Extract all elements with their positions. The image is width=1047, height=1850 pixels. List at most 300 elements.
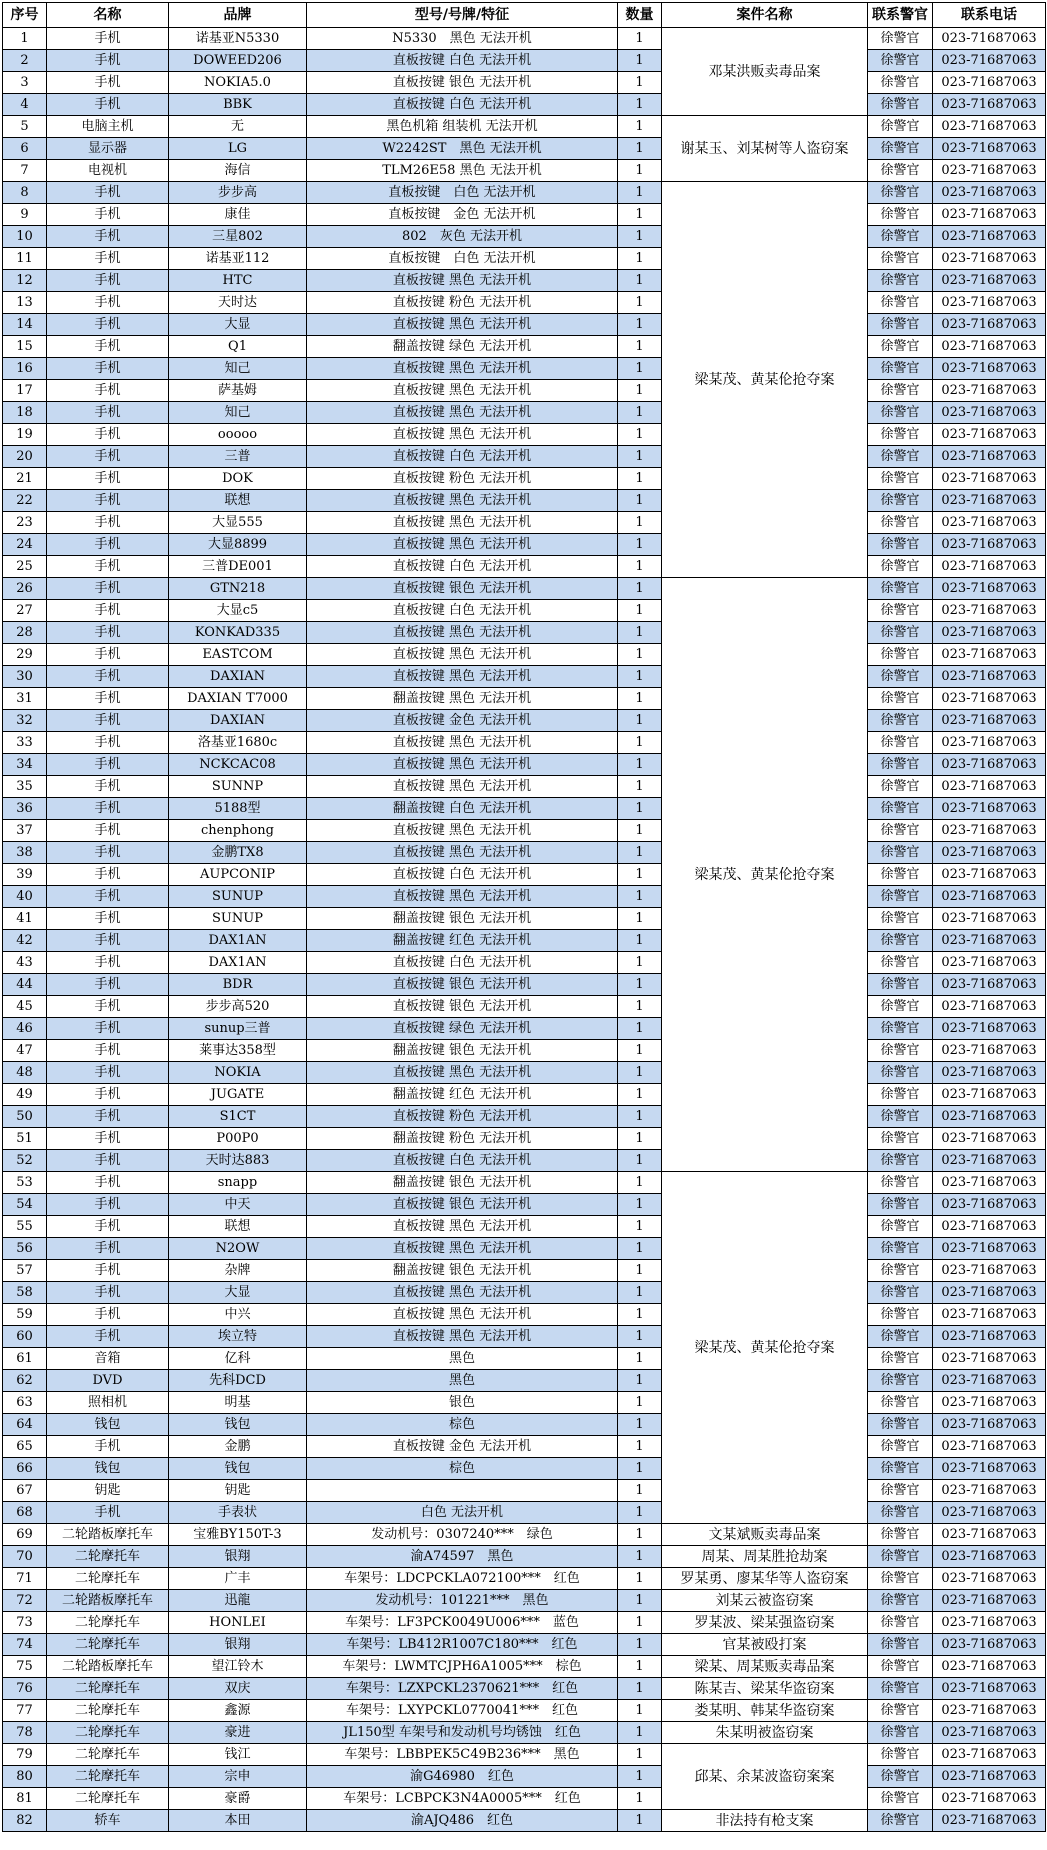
table-row bbox=[3, 138, 1046, 160]
table-row bbox=[3, 644, 1046, 666]
cell-model: 棕色 bbox=[307, 1414, 618, 1436]
table-row bbox=[3, 1744, 1046, 1766]
cell-seq: 54 bbox=[3, 1194, 47, 1216]
table-row bbox=[3, 1480, 1046, 1502]
cell-name: 手机 bbox=[47, 710, 169, 732]
cell-qty: 1 bbox=[618, 72, 662, 94]
cell-officer: 徐警官 bbox=[868, 94, 933, 116]
cell-qty: 1 bbox=[618, 138, 662, 160]
cell-phone: 023-71687063 bbox=[933, 380, 1046, 402]
cell-phone: 023-71687063 bbox=[933, 974, 1046, 996]
cell-phone: 023-71687063 bbox=[933, 72, 1046, 94]
cell-brand: DAX1AN bbox=[169, 952, 307, 974]
cell-seq: 68 bbox=[3, 1502, 47, 1524]
cell-model: 发动机号：101221*** 黑色 bbox=[307, 1590, 618, 1612]
cell-officer: 徐警官 bbox=[868, 1700, 933, 1722]
table-row bbox=[3, 732, 1046, 754]
cell-officer: 徐警官 bbox=[868, 754, 933, 776]
cell-qty: 1 bbox=[618, 1194, 662, 1216]
cell-officer: 徐警官 bbox=[868, 1590, 933, 1612]
cell-name: 手机 bbox=[47, 1216, 169, 1238]
cell-name: 手机 bbox=[47, 974, 169, 996]
cell-brand: 中天 bbox=[169, 1194, 307, 1216]
cell-qty: 1 bbox=[618, 292, 662, 314]
cell-phone: 023-71687063 bbox=[933, 1436, 1046, 1458]
cell-qty: 1 bbox=[618, 1392, 662, 1414]
cell-brand: 先科DCD bbox=[169, 1370, 307, 1392]
cell-brand: 杂牌 bbox=[169, 1260, 307, 1282]
cell-officer: 徐警官 bbox=[868, 600, 933, 622]
cell-seq: 47 bbox=[3, 1040, 47, 1062]
cell-qty: 1 bbox=[618, 182, 662, 204]
cell-seq: 16 bbox=[3, 358, 47, 380]
cell-seq: 8 bbox=[3, 182, 47, 204]
cell-qty: 1 bbox=[618, 1348, 662, 1370]
cell-brand: 联想 bbox=[169, 1216, 307, 1238]
cell-model: 直板按键 黑色 无法开机 bbox=[307, 512, 618, 534]
cell-officer: 徐警官 bbox=[868, 908, 933, 930]
table-row bbox=[3, 1678, 1046, 1700]
cell-name: 手机 bbox=[47, 1084, 169, 1106]
cell-qty: 1 bbox=[618, 1458, 662, 1480]
cell-seq: 64 bbox=[3, 1414, 47, 1436]
table-row bbox=[3, 1788, 1046, 1810]
table-row bbox=[3, 1040, 1046, 1062]
cell-brand: 大显555 bbox=[169, 512, 307, 534]
cell-model: JL150型 车架号和发动机号均锈蚀 红色 bbox=[307, 1722, 618, 1744]
cell-name: 手机 bbox=[47, 1172, 169, 1194]
table-row bbox=[3, 1304, 1046, 1326]
cell-brand: Q1 bbox=[169, 336, 307, 358]
cell-qty: 1 bbox=[618, 908, 662, 930]
cell-seq: 20 bbox=[3, 446, 47, 468]
cell-officer: 徐警官 bbox=[868, 732, 933, 754]
cell-seq: 21 bbox=[3, 468, 47, 490]
cell-name: 手机 bbox=[47, 556, 169, 578]
cell-model: 直板按键 粉色 无法开机 bbox=[307, 1106, 618, 1128]
cell-model: 直板按键 黑色 无法开机 bbox=[307, 1216, 618, 1238]
cell-name: 钱包 bbox=[47, 1458, 169, 1480]
cell-name: 手机 bbox=[47, 952, 169, 974]
cell-model: 直板按键 银色 无法开机 bbox=[307, 996, 618, 1018]
cell-qty: 1 bbox=[618, 1788, 662, 1810]
cell-seq: 29 bbox=[3, 644, 47, 666]
cell-name: 手机 bbox=[47, 248, 169, 270]
cell-qty: 1 bbox=[618, 1656, 662, 1678]
table-row bbox=[3, 1062, 1046, 1084]
cell-model: 直板按键 粉色 无法开机 bbox=[307, 468, 618, 490]
cell-phone: 023-71687063 bbox=[933, 820, 1046, 842]
cell-brand: 广丰 bbox=[169, 1568, 307, 1590]
cell-phone: 023-71687063 bbox=[933, 1810, 1046, 1832]
cell-phone: 023-71687063 bbox=[933, 864, 1046, 886]
cell-qty: 1 bbox=[618, 578, 662, 600]
cell-name: 手机 bbox=[47, 644, 169, 666]
cell-seq: 14 bbox=[3, 314, 47, 336]
table-row bbox=[3, 1656, 1046, 1678]
cell-qty: 1 bbox=[618, 226, 662, 248]
cell-model: 直板按键 黑色 无法开机 bbox=[307, 644, 618, 666]
cell-name: 手机 bbox=[47, 28, 169, 50]
cell-brand: 天时达 bbox=[169, 292, 307, 314]
table-row bbox=[3, 1524, 1046, 1546]
cell-name: 手机 bbox=[47, 1436, 169, 1458]
cell-officer: 徐警官 bbox=[868, 1194, 933, 1216]
cell-officer: 徐警官 bbox=[868, 710, 933, 732]
cell-phone: 023-71687063 bbox=[933, 50, 1046, 72]
cell-name: 手机 bbox=[47, 270, 169, 292]
cell-officer: 徐警官 bbox=[868, 380, 933, 402]
cell-qty: 1 bbox=[618, 1612, 662, 1634]
cell-seq: 28 bbox=[3, 622, 47, 644]
cell-phone: 023-71687063 bbox=[933, 424, 1046, 446]
cell-qty: 1 bbox=[618, 28, 662, 50]
cell-brand: 诺基亚N5330 bbox=[169, 28, 307, 50]
cell-brand: 本田 bbox=[169, 1810, 307, 1832]
table-row bbox=[3, 490, 1046, 512]
cell-qty: 1 bbox=[618, 1436, 662, 1458]
cell-phone: 023-71687063 bbox=[933, 358, 1046, 380]
cell-model: 直板按键 黑色 无法开机 bbox=[307, 1238, 618, 1260]
cell-seq: 10 bbox=[3, 226, 47, 248]
cell-phone: 023-71687063 bbox=[933, 204, 1046, 226]
cell-name: 二轮踏板摩托车 bbox=[47, 1656, 169, 1678]
cell-officer: 徐警官 bbox=[868, 402, 933, 424]
cell-officer: 徐警官 bbox=[868, 1480, 933, 1502]
cell-seq: 39 bbox=[3, 864, 47, 886]
table-row bbox=[3, 50, 1046, 72]
cell-qty: 1 bbox=[618, 1238, 662, 1260]
cell-officer: 徐警官 bbox=[868, 1766, 933, 1788]
cell-model bbox=[307, 1480, 618, 1502]
cell-phone: 023-71687063 bbox=[933, 710, 1046, 732]
cell-seq: 74 bbox=[3, 1634, 47, 1656]
cell-phone: 023-71687063 bbox=[933, 1656, 1046, 1678]
table-row bbox=[3, 820, 1046, 842]
cell-name: 手机 bbox=[47, 1150, 169, 1172]
cell-brand: 知己 bbox=[169, 402, 307, 424]
cell-seq: 58 bbox=[3, 1282, 47, 1304]
cell-seq: 38 bbox=[3, 842, 47, 864]
cell-qty: 1 bbox=[618, 798, 662, 820]
table-row bbox=[3, 468, 1046, 490]
table-row bbox=[3, 1546, 1046, 1568]
cell-seq: 53 bbox=[3, 1172, 47, 1194]
table-row bbox=[3, 556, 1046, 578]
cell-officer: 徐警官 bbox=[868, 644, 933, 666]
table-row bbox=[3, 424, 1046, 446]
cell-phone: 023-71687063 bbox=[933, 512, 1046, 534]
cell-phone: 023-71687063 bbox=[933, 1106, 1046, 1128]
cell-case: 陈某吉、梁某华盗窃案 bbox=[662, 1678, 868, 1700]
cell-phone: 023-71687063 bbox=[933, 1216, 1046, 1238]
cell-model: 翻盖按键 白色 无法开机 bbox=[307, 798, 618, 820]
cell-model: 黑色 bbox=[307, 1348, 618, 1370]
cell-qty: 1 bbox=[618, 732, 662, 754]
cell-brand: 银翔 bbox=[169, 1634, 307, 1656]
cell-name: 手机 bbox=[47, 72, 169, 94]
cell-model: 直板按键 白色 无法开机 bbox=[307, 50, 618, 72]
cell-qty: 1 bbox=[618, 1546, 662, 1568]
table-row bbox=[3, 1634, 1046, 1656]
cell-name: 照相机 bbox=[47, 1392, 169, 1414]
cell-seq: 1 bbox=[3, 28, 47, 50]
cell-seq: 35 bbox=[3, 776, 47, 798]
cell-brand: 望江铃木 bbox=[169, 1656, 307, 1678]
cell-seq: 50 bbox=[3, 1106, 47, 1128]
cell-name: 手机 bbox=[47, 336, 169, 358]
cell-seq: 3 bbox=[3, 72, 47, 94]
table-row bbox=[3, 908, 1046, 930]
cell-phone: 023-71687063 bbox=[933, 600, 1046, 622]
cell-officer: 徐警官 bbox=[868, 842, 933, 864]
cell-seq: 46 bbox=[3, 1018, 47, 1040]
cell-brand: 三普 bbox=[169, 446, 307, 468]
cell-qty: 1 bbox=[618, 1590, 662, 1612]
cell-brand: NCKCAC08 bbox=[169, 754, 307, 776]
table-row bbox=[3, 1502, 1046, 1524]
cell-qty: 1 bbox=[618, 468, 662, 490]
cell-name: 手机 bbox=[47, 292, 169, 314]
cell-qty: 1 bbox=[618, 402, 662, 424]
cell-model: 直板按键 金色 无法开机 bbox=[307, 710, 618, 732]
header-brand: 品牌 bbox=[169, 3, 307, 28]
cell-model: TLM26E58 黑色 无法开机 bbox=[307, 160, 618, 182]
cell-brand: BBK bbox=[169, 94, 307, 116]
cell-brand: 5188型 bbox=[169, 798, 307, 820]
cell-name: 手机 bbox=[47, 94, 169, 116]
cell-phone: 023-71687063 bbox=[933, 1546, 1046, 1568]
cell-brand: 大显8899 bbox=[169, 534, 307, 556]
cell-seq: 43 bbox=[3, 952, 47, 974]
cell-officer: 徐警官 bbox=[868, 622, 933, 644]
cell-name: 音箱 bbox=[47, 1348, 169, 1370]
cell-name: 手机 bbox=[47, 1040, 169, 1062]
cell-case: 邓某洪贩卖毒品案 bbox=[662, 28, 868, 116]
cell-officer: 徐警官 bbox=[868, 1348, 933, 1370]
table-row bbox=[3, 1766, 1046, 1788]
cell-name: 手机 bbox=[47, 1194, 169, 1216]
cell-name: 手机 bbox=[47, 820, 169, 842]
cell-officer: 徐警官 bbox=[868, 930, 933, 952]
table-row bbox=[3, 996, 1046, 1018]
cell-qty: 1 bbox=[618, 512, 662, 534]
cell-seq: 65 bbox=[3, 1436, 47, 1458]
cell-brand: JUGATE bbox=[169, 1084, 307, 1106]
cell-seq: 36 bbox=[3, 798, 47, 820]
cell-officer: 徐警官 bbox=[868, 1546, 933, 1568]
table-row bbox=[3, 226, 1046, 248]
cell-seq: 41 bbox=[3, 908, 47, 930]
cell-phone: 023-71687063 bbox=[933, 1040, 1046, 1062]
cell-name: 手机 bbox=[47, 204, 169, 226]
header-name: 名称 bbox=[47, 3, 169, 28]
cell-model: 车架号：LWMTCJPH6A1005*** 棕色 bbox=[307, 1656, 618, 1678]
cell-phone: 023-71687063 bbox=[933, 1304, 1046, 1326]
cell-seq: 81 bbox=[3, 1788, 47, 1810]
cell-officer: 徐警官 bbox=[868, 886, 933, 908]
cell-model: 直板按键 粉色 无法开机 bbox=[307, 292, 618, 314]
cell-phone: 023-71687063 bbox=[933, 754, 1046, 776]
cell-phone: 023-71687063 bbox=[933, 1502, 1046, 1524]
cell-qty: 1 bbox=[618, 1502, 662, 1524]
cell-brand: 大显 bbox=[169, 314, 307, 336]
cell-phone: 023-71687063 bbox=[933, 1678, 1046, 1700]
header-case: 案件名称 bbox=[662, 3, 868, 28]
cell-qty: 1 bbox=[618, 644, 662, 666]
cell-phone: 023-71687063 bbox=[933, 1458, 1046, 1480]
cell-case: 非法持有枪支案 bbox=[662, 1810, 868, 1832]
cell-officer: 徐警官 bbox=[868, 666, 933, 688]
table-row bbox=[3, 754, 1046, 776]
cell-qty: 1 bbox=[618, 1524, 662, 1546]
cell-name: 手机 bbox=[47, 468, 169, 490]
cell-seq: 13 bbox=[3, 292, 47, 314]
cell-model: 直板按键 黑色 无法开机 bbox=[307, 314, 618, 336]
cell-qty: 1 bbox=[618, 94, 662, 116]
cell-name: 手机 bbox=[47, 1260, 169, 1282]
cell-qty: 1 bbox=[618, 1282, 662, 1304]
cell-qty: 1 bbox=[618, 1568, 662, 1590]
cell-brand: NOKIA bbox=[169, 1062, 307, 1084]
cell-model: 直板按键 银色 无法开机 bbox=[307, 578, 618, 600]
cell-brand: 海信 bbox=[169, 160, 307, 182]
cell-brand: 萨基姆 bbox=[169, 380, 307, 402]
cell-phone: 023-71687063 bbox=[933, 1612, 1046, 1634]
cell-phone: 023-71687063 bbox=[933, 930, 1046, 952]
cell-phone: 023-71687063 bbox=[933, 1238, 1046, 1260]
cell-brand: 豪进 bbox=[169, 1722, 307, 1744]
cell-qty: 1 bbox=[618, 930, 662, 952]
cell-name: 手机 bbox=[47, 1238, 169, 1260]
cell-seq: 70 bbox=[3, 1546, 47, 1568]
cell-officer: 徐警官 bbox=[868, 1568, 933, 1590]
cell-phone: 023-71687063 bbox=[933, 1084, 1046, 1106]
cell-qty: 1 bbox=[618, 1084, 662, 1106]
cell-qty: 1 bbox=[618, 160, 662, 182]
cell-officer: 徐警官 bbox=[868, 1436, 933, 1458]
table-row bbox=[3, 1590, 1046, 1612]
cell-model: 直板按键 绿色 无法开机 bbox=[307, 1018, 618, 1040]
table-row bbox=[3, 1128, 1046, 1150]
cell-officer: 徐警官 bbox=[868, 468, 933, 490]
cell-qty: 1 bbox=[618, 50, 662, 72]
cell-model: 直板按键 黑色 无法开机 bbox=[307, 358, 618, 380]
cell-officer: 徐警官 bbox=[868, 1084, 933, 1106]
cell-qty: 1 bbox=[618, 842, 662, 864]
cell-officer: 徐警官 bbox=[868, 160, 933, 182]
cell-phone: 023-71687063 bbox=[933, 996, 1046, 1018]
cell-brand: 三普DE001 bbox=[169, 556, 307, 578]
cell-officer: 徐警官 bbox=[868, 270, 933, 292]
cell-brand: 步步高520 bbox=[169, 996, 307, 1018]
cell-brand: DAXIAN T7000 bbox=[169, 688, 307, 710]
table-row bbox=[3, 952, 1046, 974]
cell-phone: 023-71687063 bbox=[933, 1326, 1046, 1348]
cell-phone: 023-71687063 bbox=[933, 732, 1046, 754]
cell-name: 二轮摩托车 bbox=[47, 1612, 169, 1634]
cell-qty: 1 bbox=[618, 1304, 662, 1326]
cell-seq: 19 bbox=[3, 424, 47, 446]
cell-name: 二轮摩托车 bbox=[47, 1678, 169, 1700]
cell-case: 谢某玉、刘某树等人盗窃案 bbox=[662, 116, 868, 182]
cell-model: 翻盖按键 红色 无法开机 bbox=[307, 1084, 618, 1106]
cell-brand: 埃立特 bbox=[169, 1326, 307, 1348]
cell-seq: 9 bbox=[3, 204, 47, 226]
cell-brand: DAXIAN bbox=[169, 666, 307, 688]
cell-phone: 023-71687063 bbox=[933, 1766, 1046, 1788]
cell-model: 直板按键 黑色 无法开机 bbox=[307, 270, 618, 292]
cell-seq: 22 bbox=[3, 490, 47, 512]
cell-phone: 023-71687063 bbox=[933, 1568, 1046, 1590]
cell-phone: 023-71687063 bbox=[933, 1370, 1046, 1392]
cell-name: 手机 bbox=[47, 842, 169, 864]
cell-seq: 55 bbox=[3, 1216, 47, 1238]
cell-phone: 023-71687063 bbox=[933, 116, 1046, 138]
cell-qty: 1 bbox=[618, 754, 662, 776]
cell-name: 手机 bbox=[47, 622, 169, 644]
cell-model: 渝AJQ486 红色 bbox=[307, 1810, 618, 1832]
cell-officer: 徐警官 bbox=[868, 776, 933, 798]
cell-seq: 75 bbox=[3, 1656, 47, 1678]
cell-brand: chenphong bbox=[169, 820, 307, 842]
cell-brand: DOWEED206 bbox=[169, 50, 307, 72]
cell-brand: KONKAD335 bbox=[169, 622, 307, 644]
cell-name: 手机 bbox=[47, 600, 169, 622]
cell-model: 802 灰色 无法开机 bbox=[307, 226, 618, 248]
cell-name: DVD bbox=[47, 1370, 169, 1392]
cell-officer: 徐警官 bbox=[868, 292, 933, 314]
cell-qty: 1 bbox=[618, 864, 662, 886]
cell-brand: 银翔 bbox=[169, 1546, 307, 1568]
cell-seq: 52 bbox=[3, 1150, 47, 1172]
cell-phone: 023-71687063 bbox=[933, 1172, 1046, 1194]
cell-model: 黑色机箱 组装机 无法开机 bbox=[307, 116, 618, 138]
table-row bbox=[3, 1722, 1046, 1744]
cell-qty: 1 bbox=[618, 952, 662, 974]
cell-seq: 42 bbox=[3, 930, 47, 952]
cell-officer: 徐警官 bbox=[868, 798, 933, 820]
cell-name: 手机 bbox=[47, 50, 169, 72]
cell-case: 文某斌贩卖毒品案 bbox=[662, 1524, 868, 1546]
cell-phone: 023-71687063 bbox=[933, 908, 1046, 930]
cell-name: 手机 bbox=[47, 930, 169, 952]
cell-brand: 迅龍 bbox=[169, 1590, 307, 1612]
cell-name: 二轮摩托车 bbox=[47, 1766, 169, 1788]
cell-case: 罗某波、梁某强盗窃案 bbox=[662, 1612, 868, 1634]
cell-seq: 18 bbox=[3, 402, 47, 424]
cell-name: 钱包 bbox=[47, 1414, 169, 1436]
cell-case: 邱某、余某波盗窃案案 bbox=[662, 1744, 868, 1810]
cell-officer: 徐警官 bbox=[868, 512, 933, 534]
cell-model: 翻盖按键 银色 无法开机 bbox=[307, 1172, 618, 1194]
cell-brand: 钱包 bbox=[169, 1458, 307, 1480]
evidence-table bbox=[2, 2, 1046, 1832]
cell-phone: 023-71687063 bbox=[933, 1018, 1046, 1040]
cell-model: 直板按键 白色 无法开机 bbox=[307, 182, 618, 204]
cell-qty: 1 bbox=[618, 1370, 662, 1392]
cell-model: 直板按键 黑色 无法开机 bbox=[307, 402, 618, 424]
cell-phone: 023-71687063 bbox=[933, 952, 1046, 974]
cell-model: 直板按键 黑色 无法开机 bbox=[307, 842, 618, 864]
cell-case: 娄某明、韩某华盗窃案 bbox=[662, 1700, 868, 1722]
cell-officer: 徐警官 bbox=[868, 50, 933, 72]
cell-case: 梁某茂、黄某伦抢夺案 bbox=[662, 1172, 868, 1524]
cell-brand: NOKIA5.0 bbox=[169, 72, 307, 94]
cell-brand: sunup三普 bbox=[169, 1018, 307, 1040]
cell-name: 手机 bbox=[47, 732, 169, 754]
table-row bbox=[3, 1612, 1046, 1634]
